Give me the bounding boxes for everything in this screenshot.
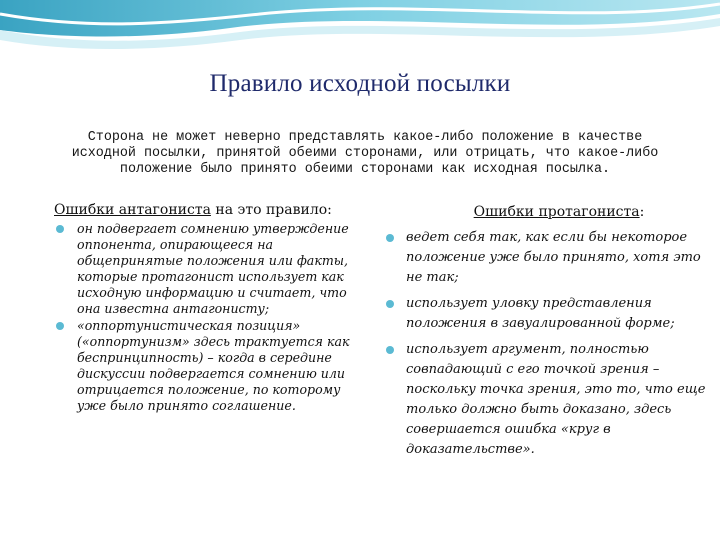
header-wave-decoration: [0, 0, 720, 70]
antagonist-error-list: [54, 221, 354, 414]
bullet-icon: [56, 322, 64, 330]
list-item: ведет себя так, как если бы некоторое положение уже было принято, хотя это не так;: [384, 228, 710, 288]
antagonist-heading: Ошибки антагониста на это правило:: [54, 202, 332, 218]
protagonist-error-list: [384, 228, 710, 460]
list-item: использует уловку представления положения в завуалированной форме;: [384, 294, 710, 334]
list-item: он подвергает сомнению утверждение оппонента, опирающееся на общепринятые положения или факты, которые протагонист использует как исходную информацию и считает, что она известна антагонисту;: [54, 221, 354, 318]
intro-paragraph: Сторона не может неверно представлять какое-либо положение в качестве исходной посылки, принятой обеими сторонами, или отрицать, что какое-либо положение было принято обеими сторонами как исходная посылка.: [71, 130, 659, 177]
bullet-icon: [386, 346, 394, 354]
antagonist-column: [54, 201, 354, 414]
slide-title: Правило исходной посылки: [209, 70, 511, 97]
bullet-icon: [386, 300, 394, 308]
list-item: «оппортунистическая позиция» («оппортунизм» здесь трактуется как беспринципность) – когда в середине дискуссии подвергается сомнению или отрицается положение, по которому уже было принято соглашение.: [54, 318, 354, 415]
list-item: использует аргумент, полностью совпадающий с его точкой зрения – поскольку точка зрения, это то, что еще только должно быть доказано, здесь совершается ошибка «круг в доказательстве».: [384, 340, 710, 460]
protagonist-heading: Ошибки протагониста:: [473, 204, 645, 220]
bullet-icon: [386, 234, 394, 242]
protagonist-column: [384, 201, 710, 464]
bullet-icon: [56, 225, 64, 233]
